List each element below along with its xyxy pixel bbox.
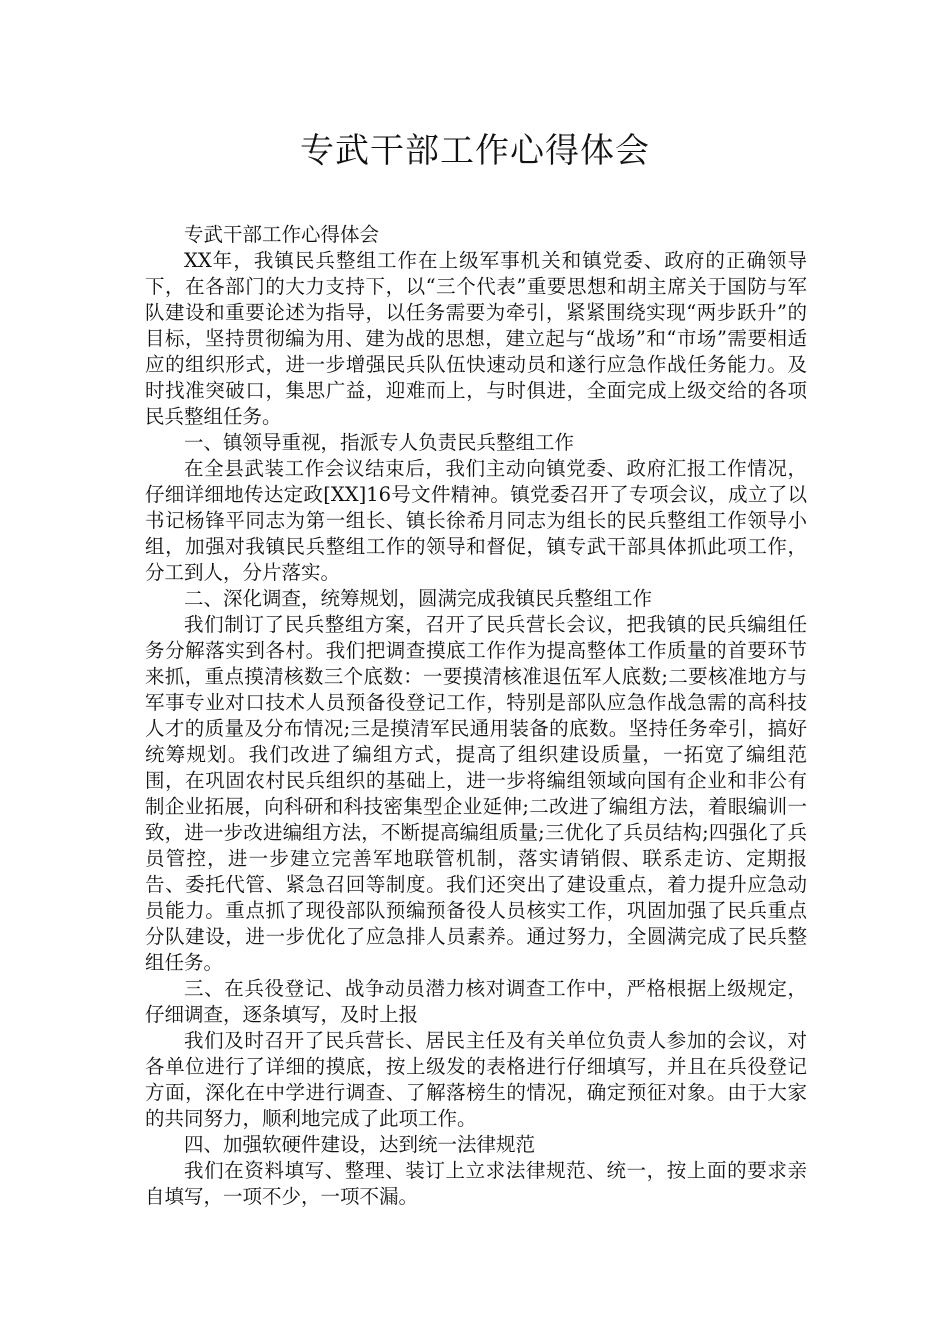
document-body	[145, 222, 807, 1210]
document-title: 专武干部工作心得体会	[300, 131, 650, 171]
paragraph-section-2: 我们制订了民兵整组方案，召开了民兵营长会议，把我镇的民兵编组任务分解落实到各村。我们把调查摸底工作作为提高整体工作质量的首要环节来抓，重点摸清核数三个底数：一要摸清核准退伍军人底数;二要核准地方与军事专业对口技术人员预备役登记工作，特别是部队应急作战急需的高科技人才的质量及分布情况;三是摸清军民通用装备的底数。坚持任务牵引，搞好统筹规划。我们改进了编组方式，提高了组织建设质量，一拓宽了编组范围，在巩固农村民兵组织的基础上，进一步将编组领域向国有企业和非公有制企业拓展，向科研和科技密集型企业延伸;二改进了编组方法，着眼编训一致，进一步改进编组方法，不断提高编组质量;三优化了兵员结构;四强化了兵员管控，进一步建立完善军地联管机制，落实请销假、联系走访、定期报告、委托代管、紧急召回等制度。我们还突出了建设重点，着力提升应急动员能力。重点抓了现役部队预编预备役人员核实工作，巩固加强了民兵重点分队建设，进一步优化了应急排人员素养。通过努力，全圆满完成了民兵整组任务。	[145, 613, 807, 974]
section-heading-3: 三、在兵役登记、战争动员潜力核对调查工作中，严格根据上级规定，仔细调查，逐条填写，及时上报	[145, 977, 807, 1026]
paragraph-subtitle: 专武干部工作心得体会	[184, 223, 380, 246]
section-heading-4: 四、加强软硬件建设，达到统一法律规范	[184, 1133, 536, 1156]
section-heading-1: 一、镇领导重视，指派专人负责民兵整组工作	[184, 431, 575, 454]
section-heading-2: 二、深化调查，统筹规划，圆满完成我镇民兵整组工作	[184, 587, 653, 610]
paragraph-section-1: 在全县武装工作会议结束后，我们主动向镇党委、政府汇报工作情况，仔细详细地传达定政[XX]16号文件精神。镇党委召开了专项会议，成立了以书记杨锋平同志为第一组长、镇长徐希月同志为组长的民兵整组工作领导小组，加强对我镇民兵整组工作的领导和督促，镇专武干部具体抓此项工作，分工到人，分片落实。	[145, 457, 807, 584]
paragraph-section-4: 我们在资料填写、整理、装订上立求法律规范、统一，按上面的要求亲自填写，一项不少，一项不漏。	[145, 1159, 807, 1208]
paragraph-section-3: 我们及时召开了民兵营长、居民主任及有关单位负责人参加的会议，对各单位进行了详细的摸底，按上级发的表格进行仔细填写，并且在兵役登记方面，深化在中学进行调查、了解落榜生的情况，确定预征对象。由于大家的共同努力，顺利地完成了此项工作。	[145, 1029, 807, 1130]
paragraph-intro: XX年，我镇民兵整组工作在上级军事机关和镇党委、政府的正确领导下，在各部门的大力支持下，以“三个代表”重要思想和胡主席关于国防与军队建设和重要论述为指导，以任务需要为牵引，紧紧围绕实现“两步跃升”的目标，坚持贯彻编为用、建为战的思想，建立起与“战场”和“市场”需要相适应的组织形式，进一步增强民兵队伍快速动员和遂行应急作战任务能力。及时找准突破口，集思广益，迎难而上，与时俱进，全面完成上级交给的各项民兵整组任务。	[145, 249, 807, 428]
